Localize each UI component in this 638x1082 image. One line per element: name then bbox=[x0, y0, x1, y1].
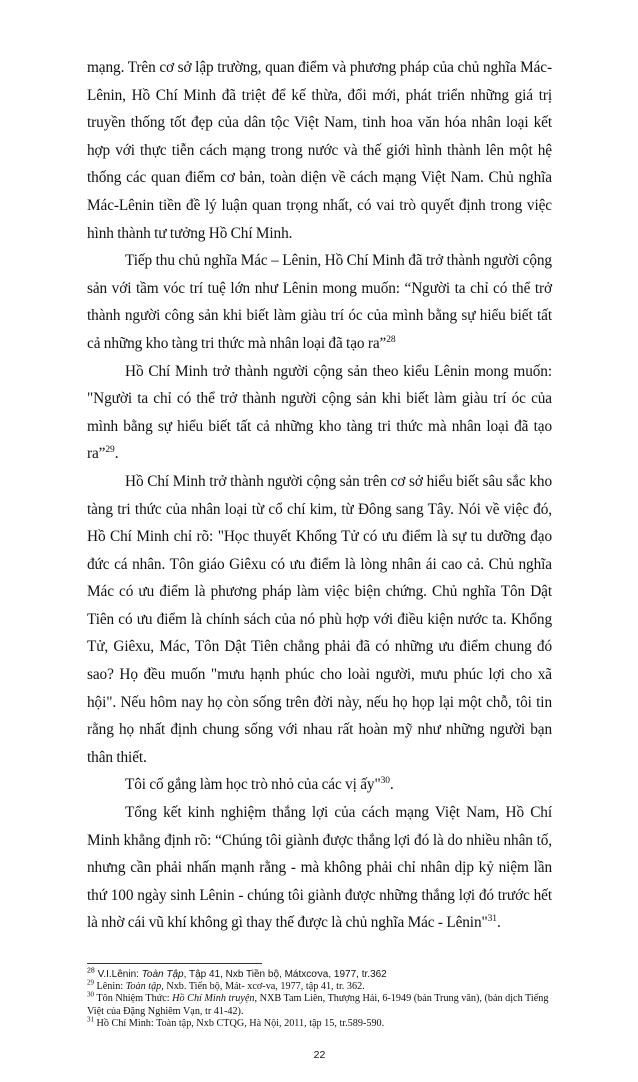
footnote-text: Hồ Chí Minh: Toàn tập, Nxb CTQG, Hà Nội, 2011, tập 15, tr.589-590. bbox=[96, 1017, 385, 1029]
footnote-text: Tôn Nhiệm Thức: bbox=[96, 993, 173, 1005]
footnote-text: V.I.Lênin: bbox=[97, 969, 142, 980]
footnote-ref-28[interactable]: 28 bbox=[386, 334, 396, 345]
paragraph-text: mạng. Trên cơ sở lập trường, quan điểm và phương pháp của chủ nghĩa Mác-Lênin, Hồ Chí Minh đã triệt để kế thừa, đổi mới, phát triển những giá trị truyền thống tốt đẹp của dân tộc Việt Nam, tinh hoa văn hóa nhân loại kết hợp với thực tiễn cách mạng trong nước và thế giới hình thành lên một hệ thống các quan điểm cơ bản, toàn diện về cách mạng Việt Nam. Chủ nghĩa Mác-Lênin tiền đề lý luận quan trọng nhất, có vai trò quyết định trong việc hình thành tư tưởng Hồ Chí Minh. bbox=[87, 59, 552, 242]
footnote-ref-30[interactable]: 30 bbox=[380, 776, 390, 787]
footnotes bbox=[87, 969, 552, 1030]
paragraph-tail: . bbox=[496, 914, 501, 932]
footnote-title: Hồ Chí Minh truyện bbox=[172, 993, 255, 1005]
paragraph-3 bbox=[87, 358, 552, 468]
footnote-divider bbox=[87, 963, 262, 964]
paragraph-text: Tiếp thu chủ nghĩa Mác – Lênin, Hồ Chí Minh đã trở thành người cộng sản với tầm vóc trí tuệ lớn như Lênin mong muốn: “Người ta chỉ có thể trở thành người công sản khi biết làm giàu trí óc của mình bằng sự hiểu biết tất cả những kho tàng tri thức mà nhân loại đã tạo ra” bbox=[87, 252, 552, 352]
footnote-number: 30 bbox=[87, 991, 94, 1000]
footnote-ref-29[interactable]: 29 bbox=[105, 445, 115, 456]
footnote-ref-31[interactable]: 31 bbox=[487, 914, 497, 925]
footnote-text: , Tập 41, Nxb Tiền bộ, Mátxcơva, 1977, tr.362 bbox=[183, 969, 387, 980]
footnote-28 bbox=[87, 969, 552, 981]
paragraph-1 bbox=[87, 54, 552, 247]
paragraph-2 bbox=[87, 247, 552, 357]
paragraph-text: Tôi cố gắng làm học trò nhỏ của các vị ấy" bbox=[125, 776, 381, 794]
footnote-31 bbox=[87, 1015, 552, 1030]
footnote-text: , Nxb. Tiến bộ, Mát- xcơ-va, 1977, tập 41, tr. 362. bbox=[161, 981, 365, 993]
footnote-number: 31 bbox=[87, 1015, 94, 1024]
footnote-title: Toàn Tập bbox=[141, 969, 184, 980]
paragraph-text: Hồ Chí Minh trở thành người cộng sản trên cơ sở hiểu biết sâu sắc kho tàng tri thức của nhân loại từ cổ chí kim, từ Đông sang Tây. Nói về việc đó, Hồ Chí Minh chỉ rõ: "Học thuyết Khổng Tử có ưu điểm là sự tu dưỡng đạo đức cá nhân. Tôn giáo Giêxu có ưu điểm là lòng nhân ái cao cả. Chủ nghĩa Mác có ưu điểm là phương pháp làm việc biện chứng. Chủ nghĩa Tôn Dật Tiên có ưu điểm là chính sách của nó phù hợp với điều kiện nước ta. Khổng Tử, Giêxu, Mác, Tôn Dật Tiên chẳng phải đã có những ưu điểm chung đó sao? Họ đều muốn "mưu hạnh phúc cho loài người, mưu phúc lợi cho xã hội". Nếu hôm nay họ còn sống trên đời này, nếu họ họp lại một chỗ, tôi tin rằng họ nhất định chung sống với nhau rất hoàn mỹ như những người bạn thân thiết. bbox=[87, 472, 552, 766]
footnote-text: Lênin: bbox=[96, 981, 126, 993]
paragraph-6 bbox=[87, 799, 552, 937]
footnote-text: , NXB Tam Liên, Thượng Hải, 6-1949 (bản Trung văn), (bản dịch Tiếng Việt của Đặng Nghiêm Vạn, tr 41-42). bbox=[87, 993, 549, 1017]
paragraph-tail: . bbox=[114, 445, 119, 463]
footnote-29 bbox=[87, 978, 552, 993]
footnote-number: 28 bbox=[87, 967, 95, 975]
footnote-30 bbox=[87, 993, 552, 1017]
paragraph-text: Hồ Chí Minh trở thành người cộng sản theo kiểu Lênin mong muốn: "Người ta chỉ có thể trở thành người cộng sản khi biết làm giàu trí óc của mình bằng sự hiểu biết tất cả những kho tàng tri thức mà nhân loại đã tạo ra” bbox=[87, 362, 552, 463]
paragraph-5 bbox=[87, 771, 552, 799]
paragraph-tail: . bbox=[389, 776, 394, 794]
paragraph-text: Tổng kết kinh nghiệm thắng lợi của cách mạng Việt Nam, Hồ Chí Minh khẳng định rõ: “Chúng tôi giành được thắng lợi đó là do nhiều nhân tố, nhưng cần phải nhấn mạnh rằng - mà không phải chỉ nhân dịp kỷ niệm lần thứ 100 ngày sinh Lênin - chúng tôi giành được những thắng lợi đó trước hết là nhờ cái vũ khí không gì thay thế được là chủ nghĩa Mác - Lênin" bbox=[87, 804, 552, 932]
footnote-title: Toàn tập bbox=[125, 981, 162, 993]
paragraph-4 bbox=[87, 468, 552, 772]
page-number: 22 bbox=[313, 1049, 326, 1062]
body-text bbox=[87, 54, 552, 937]
footnote-number: 29 bbox=[87, 978, 94, 987]
